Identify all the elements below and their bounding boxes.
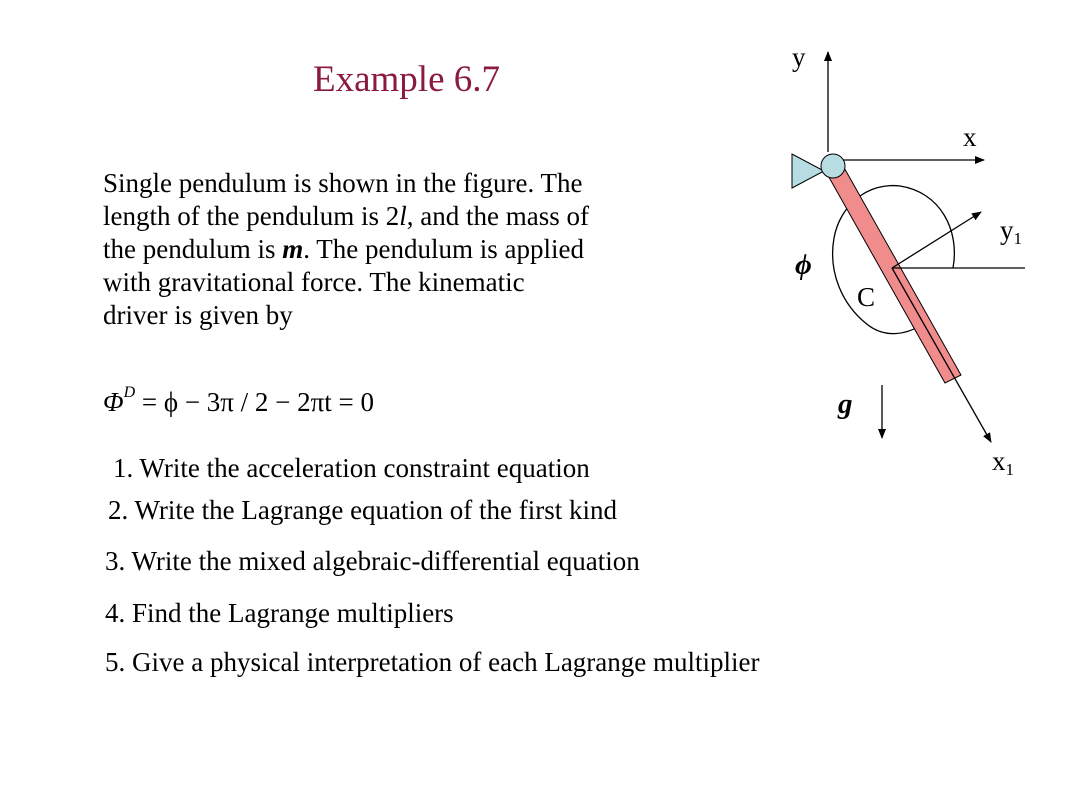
task-1: 1. Write the acceleration constraint equation	[113, 453, 590, 483]
angle-label: ϕ	[795, 249, 812, 281]
y-axis-label: y	[792, 42, 806, 72]
gravity-label: g	[838, 388, 853, 420]
x-axis-label: x	[963, 122, 977, 152]
pendulum-bar	[826, 164, 961, 383]
description-line-3: the pendulum is m. The pendulum is applied	[103, 234, 584, 264]
driver-equation: $\Phi^D = \phi - 3\pi / 2 - 2\pi t = 0$	[103, 384, 375, 417]
description-line-2: length of the pendulum is 2l, and the mass of	[103, 201, 589, 231]
pivot-support-icon	[792, 154, 824, 188]
task-2: 2. Write the Lagrange equation of the first kind	[108, 495, 618, 525]
y1-axis-label: y1	[1000, 215, 1022, 248]
description-line-5: driver is given by	[103, 300, 293, 330]
x1-axis-label: x1	[992, 446, 1014, 479]
task-5: 5. Give a physical interpretation of each Lagrange multiplier	[105, 647, 760, 677]
description-line-4: with gravitational force. The kinematic	[103, 267, 525, 297]
task-3: 3. Write the mixed algebraic-differential equation	[105, 546, 640, 576]
description-line-1: Single pendulum is shown in the figure. The	[103, 168, 583, 198]
slide-title: Example 6.7	[313, 59, 501, 100]
pivot-joint-icon	[821, 154, 845, 178]
center-label: C	[857, 282, 876, 312]
x1-axis-line	[892, 268, 991, 442]
y1-axis-line	[892, 212, 981, 268]
task-4: 4. Find the Lagrange multipliers	[105, 598, 454, 628]
